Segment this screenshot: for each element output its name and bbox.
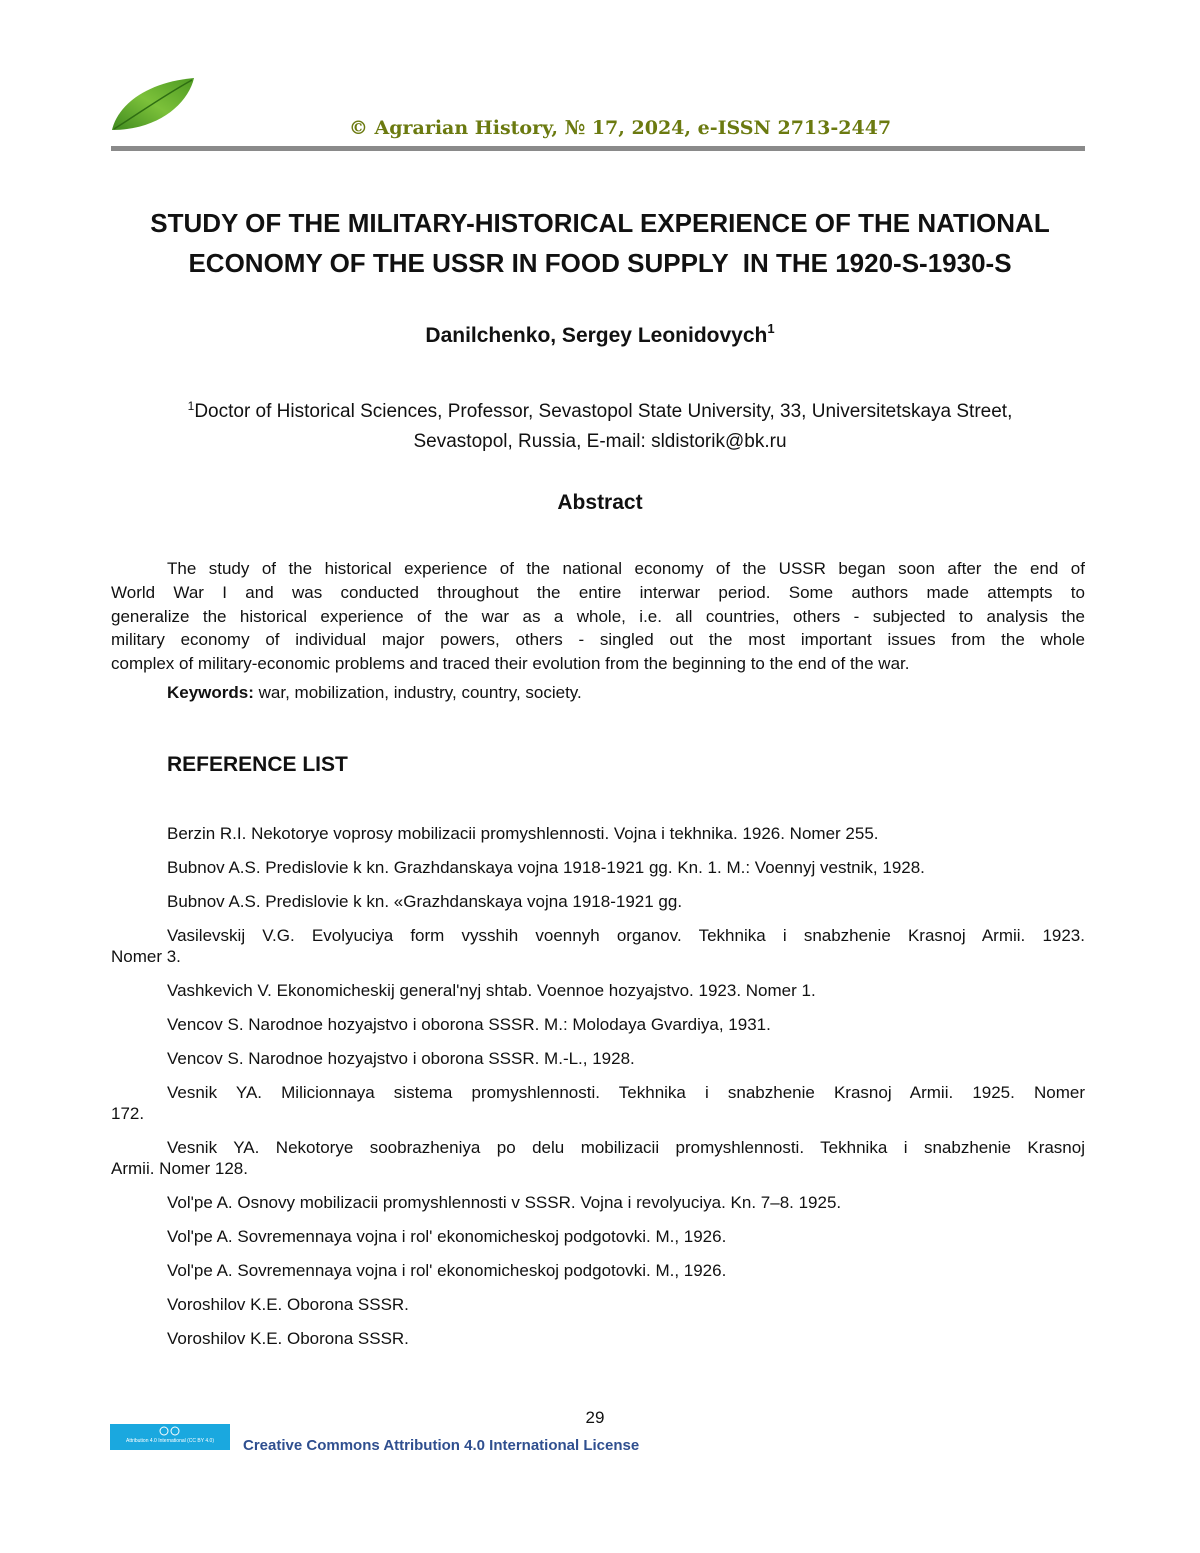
keywords-label: Keywords: (167, 683, 254, 702)
affiliation-line: Sevastopol, Russia, E-mail: sldistorik@bk.ru (413, 431, 787, 452)
reference-text: Vencov S. Narodnoe hozyajstvo i oborona SSSR. M.-L., 1928. (167, 1049, 635, 1068)
cc-badge-text: Attribution 4.0 International (CC BY 4.0) (125, 1438, 214, 1444)
reference-item (111, 1192, 1085, 1213)
reference-list (111, 823, 1085, 1362)
reference-item (111, 980, 1085, 1001)
reference-text: Berzin R.I. Nekotorye voprosy mobilizacii promyshlennosti. Vojna i tekhnika. 1926. Nomer 255. (167, 824, 879, 843)
affiliation (100, 391, 1100, 457)
abstract-body (111, 557, 1085, 676)
journal-header: © Agrarian History, № 17, 2024, e-ISSN 2713-2447 (348, 117, 892, 139)
affiliation-text: Doctor of Historical Sciences, Professor, Sevastopol State University, 33, Universitetskaya Street, (194, 401, 1013, 422)
reference-item (111, 1137, 1085, 1179)
title-line: STUDY OF THE MILITARY-HISTORICAL EXPERIENCE OF THE NATIONAL (150, 208, 1050, 238)
reference-text: Vol'pe A. Sovremennaya vojna i rol' ekonomicheskoj podgotovki. M., 1926. (167, 1261, 727, 1280)
abstract-line: military economy of individual major powers, others - singled out the most important issues from the whole (111, 630, 1085, 650)
reference-item (111, 1014, 1085, 1035)
reference-item (111, 1260, 1085, 1281)
abstract-line: complex of military-economic problems and traced their evolution from the beginning to the end of the war. (111, 654, 910, 674)
reference-text: Vol'pe A. Osnovy mobilizacii promyshlennosti v SSSR. Vojna i revolyuciya. Kn. 7–8. 1925. (167, 1193, 842, 1212)
affiliation-line (100, 391, 1100, 427)
reference-item (111, 1048, 1085, 1069)
reference-text: Vesnik YA. Milicionnaya sistema promyshlennosti. Tekhnika i snabzhenie Krasnoj Armii. 1925. Nomer (167, 1083, 1085, 1102)
reference-item (111, 1226, 1085, 1247)
author-name: Danilchenko, Sergey Leonidovych (425, 324, 768, 347)
reference-item (111, 1294, 1085, 1315)
cc-license-badge[interactable] (110, 1424, 230, 1450)
reference-item (111, 857, 1085, 878)
reference-item (111, 823, 1085, 844)
reference-text: Bubnov A.S. Predislovie k kn. «Grazhdanskaya vojna 1918-1921 gg. (167, 892, 683, 911)
reference-text: Vesnik YA. Nekotorye soobrazheniya po delu mobilizacii promyshlennosti. Tekhnika i snabzhenie Krasnoj (167, 1138, 1085, 1157)
page-number: 29 (585, 1408, 605, 1427)
reference-text: Vencov S. Narodnoe hozyajstvo i oborona SSSR. M.: Molodaya Gvardiya, 1931. (167, 1015, 771, 1034)
reference-text: Vasilevskij V.G. Evolyuciya form vysshih voennyh organov. Tekhnika i snabzhenie Krasnoj Armii. 1923. (167, 926, 1085, 945)
cc-by-icon (158, 1426, 182, 1436)
abstract-line: The study of the historical experience of the national economy of the USSR began soon after the end of (167, 559, 1085, 578)
reference-item (111, 891, 1085, 912)
abstract-line: World War I and was conducted throughout the entire interwar period. Some authors made attempts to (111, 582, 1085, 602)
abstract-heading: Abstract (557, 491, 643, 514)
reference-text: Voroshilov K.E. Oborona SSSR. (167, 1295, 409, 1314)
keywords-list: war, mobilization, industry, country, society. (253, 683, 582, 702)
title-line: ECONOMY OF THE USSR IN FOOD SUPPLY IN THE 1920-S-1930-S (188, 248, 1012, 278)
reference-text-continued: Nomer 3. (111, 947, 181, 966)
reference-text: Vashkevich V. Ekonomicheskij general'nyj shtab. Voennoe hozyajstvo. 1923. Nomer 1. (167, 981, 816, 1000)
references-heading: REFERENCE LIST (167, 753, 348, 776)
article-title (100, 203, 1100, 283)
reference-item (111, 1082, 1085, 1124)
affiliation-mark: 1 (187, 399, 195, 413)
leaf-icon (108, 74, 200, 134)
reference-text: Voroshilov K.E. Oborona SSSR. (167, 1329, 409, 1348)
reference-text-continued: Armii. Nomer 128. (111, 1159, 248, 1178)
reference-text: Bubnov A.S. Predislovie k kn. Grazhdanskaya vojna 1918-1921 gg. Kn. 1. M.: Voennyj vestnik, 1928. (167, 858, 925, 877)
keywords (167, 683, 1087, 703)
reference-text: Vol'pe A. Sovremennaya vojna i rol' ekonomicheskoj podgotovki. M., 1926. (167, 1227, 727, 1246)
header-rule (111, 146, 1085, 151)
abstract-line: generalize the historical experience of the war as a whole, i.e. all countries, others - subjected to analysis the (111, 606, 1085, 626)
author (100, 321, 1100, 348)
reference-item (111, 1328, 1085, 1349)
author-mark: 1 (767, 321, 775, 336)
license-link[interactable]: Creative Commons Attribution 4.0 International License (243, 1437, 640, 1454)
reference-text-continued: 172. (111, 1104, 145, 1123)
reference-item (111, 925, 1085, 967)
